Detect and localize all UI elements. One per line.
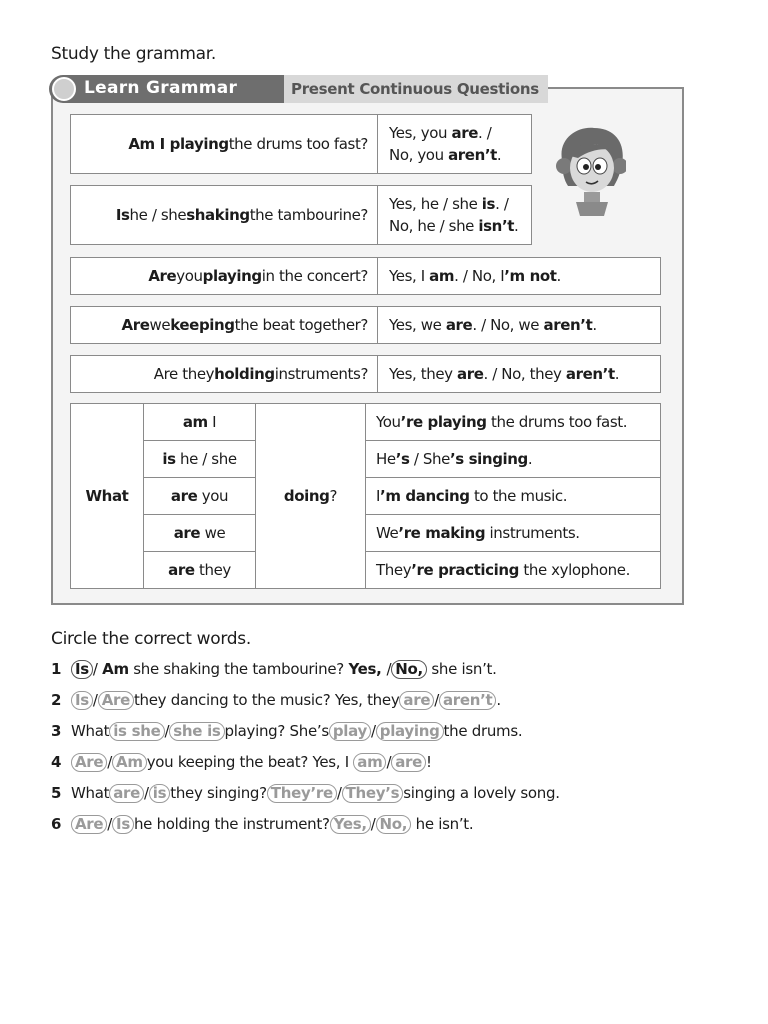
girl-character-illustration — [556, 120, 626, 220]
answer-cell: You’re playing the drums too fast. — [366, 404, 661, 441]
answer-option[interactable]: are — [391, 753, 426, 772]
item-text: / — [370, 815, 376, 833]
item-number: 3 — [51, 722, 62, 740]
answer-option[interactable]: play — [329, 722, 371, 741]
answer-option[interactable]: They’re — [267, 784, 337, 803]
table-row — [71, 552, 661, 589]
what-cell: What — [71, 404, 144, 589]
item-text: / — [386, 753, 392, 771]
doing-cell: doing? — [256, 404, 366, 589]
item-text: he holding the instrument? — [133, 815, 330, 833]
item-text: / — [107, 815, 113, 833]
item-number: 6 — [51, 815, 62, 833]
answer-option[interactable]: Are — [98, 691, 134, 710]
answer-option[interactable]: No, — [391, 660, 427, 679]
answer-cell: They’re practicing the xylophone. — [366, 552, 661, 589]
answer-cell: We’re making instruments. — [366, 515, 661, 552]
item-text: he isn’t. — [411, 815, 474, 833]
item-text: you keeping the beat? Yes, I — [146, 753, 354, 771]
item-text: singing a lovely song. — [403, 784, 560, 802]
answer-option[interactable]: she is — [169, 722, 224, 741]
item-text: the drums. — [443, 722, 523, 740]
answer-cell — [379, 186, 531, 244]
answer-option[interactable]: Am — [112, 753, 147, 772]
answer-line: Yes, I am. / No, I’m not. — [389, 267, 561, 285]
answer-option[interactable]: No, — [376, 815, 412, 834]
question-cell: Are we keeping the beat together? — [71, 307, 378, 343]
header-title: Learn Grammar — [84, 78, 238, 98]
exercise-item — [51, 815, 473, 834]
item-text: / — [371, 722, 376, 740]
exercise-item — [51, 753, 432, 772]
item-text: they dancing to the music? Yes, they — [133, 691, 400, 709]
item-text: she isn’t. — [426, 660, 497, 678]
bold-word: Yes, — [348, 660, 387, 678]
answer-option[interactable]: Is — [112, 815, 134, 834]
answer-option[interactable]: Are — [71, 815, 107, 834]
answer-cell — [379, 115, 531, 173]
exercise-item — [51, 660, 497, 679]
answer-option[interactable]: Is — [71, 660, 93, 679]
item-text: . — [496, 691, 501, 709]
answer-option[interactable]: are — [109, 784, 144, 803]
grammar-row — [70, 114, 532, 174]
table-row — [71, 441, 661, 478]
instruction-study: Study the grammar. — [51, 44, 216, 64]
answer-option[interactable]: Is — [71, 691, 93, 710]
question-cell — [71, 115, 378, 173]
question-bold: Am I playing — [128, 135, 229, 153]
item-number: 4 — [51, 753, 62, 771]
answer-line: Yes, we are. / No, we aren’t. — [389, 316, 597, 334]
exercise-item — [51, 691, 501, 710]
subject-cell: is he / she — [144, 441, 256, 478]
subject-cell: am I — [144, 404, 256, 441]
answer-option[interactable]: is she — [109, 722, 164, 741]
answer-option[interactable]: am — [353, 753, 386, 772]
grammar-row — [70, 306, 661, 344]
subject-cell: are they — [144, 552, 256, 589]
item-text: / — [164, 722, 170, 740]
item-text: What — [71, 784, 110, 802]
grammar-row — [70, 355, 661, 393]
answer-cell — [379, 356, 660, 392]
exercise-title: Circle the correct words. — [51, 629, 251, 649]
table-row — [71, 478, 661, 515]
grammar-row — [70, 257, 661, 295]
item-number: 5 — [51, 784, 62, 802]
header-tag — [284, 75, 548, 103]
item-text: they singing? — [170, 784, 267, 802]
item-text: / — [434, 691, 439, 709]
item-text: / — [144, 784, 149, 802]
answer-option[interactable]: aren’t — [439, 691, 496, 710]
item-text: / — [92, 660, 103, 678]
answer-line: Yes, they are. / No, they aren’t. — [389, 365, 620, 383]
answer-option[interactable]: Are — [71, 753, 107, 772]
item-text: / — [107, 753, 113, 771]
answer-cell: I’m dancing to the music. — [366, 478, 661, 515]
answer-cell — [379, 258, 660, 294]
subject-cell: are we — [144, 515, 256, 552]
answer-option[interactable]: Yes, — [330, 815, 371, 834]
answer-option[interactable]: playing — [376, 722, 444, 741]
answer-cell: He’s / She’s singing. — [366, 441, 661, 478]
answer-line: No, he / she isn’t. — [389, 217, 519, 235]
table-row — [71, 515, 661, 552]
subject-cell: are you — [144, 478, 256, 515]
item-text: What — [71, 722, 110, 740]
bold-word: Am — [102, 660, 129, 678]
item-text: / — [92, 691, 98, 709]
grammar-row — [70, 185, 532, 245]
table-row — [71, 404, 661, 441]
item-text: / — [336, 784, 342, 802]
item-text: / — [386, 660, 392, 678]
header-pill — [49, 75, 284, 103]
question-cell: Are you playing in the concert? — [71, 258, 378, 294]
item-text: playing? She’s — [224, 722, 329, 740]
circle-icon — [52, 77, 76, 101]
answer-option[interactable]: are — [399, 691, 434, 710]
exercise-item — [51, 784, 560, 803]
item-text: she shaking the tambourine? — [128, 660, 349, 678]
header-subtitle: Present Continuous Questions — [291, 80, 539, 98]
item-number: 2 — [51, 691, 62, 709]
exercise-item — [51, 722, 522, 741]
answer-option[interactable]: is — [149, 784, 170, 803]
answer-line: No, you aren’t. — [389, 146, 502, 164]
answer-cell — [379, 307, 660, 343]
question-cell: Are they holding instruments? — [71, 356, 378, 392]
question-text: the drums too fast? — [228, 135, 368, 153]
answer-line: Yes, he / she is. / — [389, 195, 509, 213]
answer-line: Yes, you are. / — [389, 124, 492, 142]
item-number: 1 — [51, 660, 62, 678]
item-text: ! — [426, 753, 432, 771]
answer-option[interactable]: They’s — [342, 784, 404, 803]
question-cell: Is he / she shaking the tambourine? — [71, 186, 378, 244]
what-doing-table — [70, 403, 661, 589]
